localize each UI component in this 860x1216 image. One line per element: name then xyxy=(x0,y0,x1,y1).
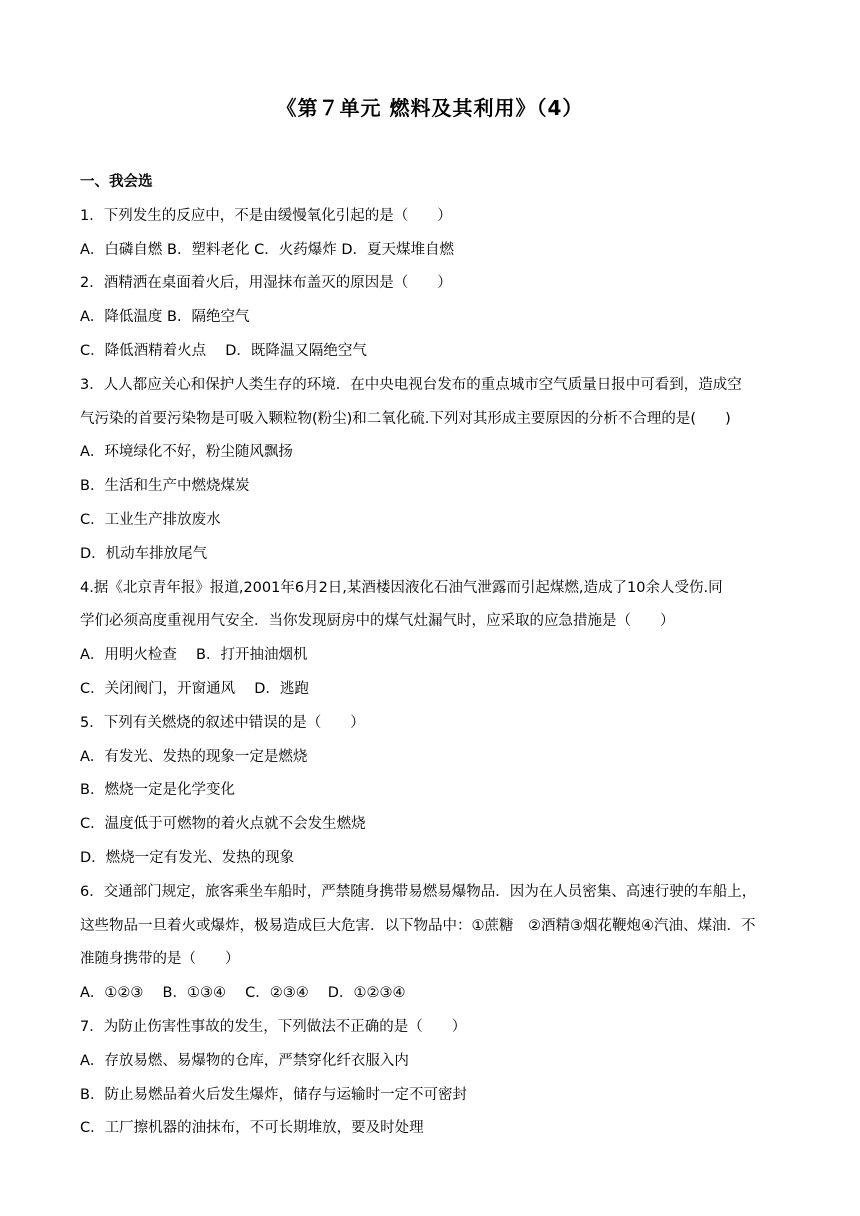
question-6-stem-line-1: 6．交通部门规定，旅客乘坐车船时，严禁随身携带易燃易爆物品．因为在人员密集、高速行驶的车船上， xyxy=(80,883,757,900)
question-7-option-c: C．工厂擦机器的油抹布，不可长期堆放，要及时处理 xyxy=(80,1120,424,1137)
question-4-options-line-2: C．关闭阀门，开窗通风 D．逃跑 xyxy=(80,680,309,697)
question-4-stem-line-2: 学们必须高度重视用气安全．当你发现厨房中的煤气灶漏气时，应采取的应急措施是（ ） xyxy=(80,613,675,630)
question-5-option-c: C．温度低于可燃物的着火点就不会发生燃烧 xyxy=(80,816,366,833)
question-3-option-a: A．环境绿化不好，粉尘随风飘扬 xyxy=(80,444,293,461)
question-3-option-c: C．工业生产排放废水 xyxy=(80,511,221,528)
question-5-stem: 5．下列有关燃烧的叙述中错误的是（ ） xyxy=(80,714,365,731)
question-2-stem: 2．酒精洒在桌面着火后，用湿抹布盖灭的原因是（ ） xyxy=(80,275,452,292)
question-1-stem: 1．下列发生的反应中，不是由缓慢氧化引起的是（ ） xyxy=(80,207,452,224)
question-5-option-a: A．有发光、发热的现象一定是燃烧 xyxy=(80,748,308,765)
question-3-stem-line-2: 气污染的首要污染物是可吸入颗粒物(粉尘)和二氧化硫.下列对其形成主要原因的分析不合理的是( ) xyxy=(80,410,731,427)
question-7-option-b: B．防止易燃品着火后发生爆炸，储存与运输时一定不可密封 xyxy=(80,1086,467,1103)
document-body xyxy=(80,166,780,1146)
question-6-stem-line-3: 准随身携带的是（ ） xyxy=(80,951,240,968)
question-2-options-line-1: A．降低温度 B．隔绝空气 xyxy=(80,309,250,326)
question-3-stem-line-1: 3．人人都应关心和保护人类生存的环境．在中央电视台发布的重点城市空气质量日报中可看到，造成空 xyxy=(80,376,742,393)
section-heading: 一、我会选 xyxy=(80,174,153,190)
question-6-options: A．①②③ B．①③④ C．②③④ D．①②③④ xyxy=(80,985,406,1002)
question-6-stem-line-2: 这些物品一旦着火或爆炸，极易造成巨大危害．以下物品中：①蔗糖 ②酒精③烟花鞭炮④汽油、煤油．不 xyxy=(80,917,756,934)
question-5-option-b: B．燃烧一定是化学变化 xyxy=(80,782,235,799)
question-4-stem-line-1: 4.据《北京青年报》报道,2001年6月2日,某酒楼因液化石油气泄露而引起煤燃,造成了10余人受伤.同 xyxy=(80,579,723,596)
question-3-option-b: B．生活和生产中燃烧煤炭 xyxy=(80,478,250,495)
document-title: 《第７单元 燃料及其利用》（4） xyxy=(276,96,584,120)
question-2-options-line-2: C．降低酒精着火点 D．既降温又隔绝空气 xyxy=(80,342,367,359)
question-7-stem: 7．为防止伤害性事故的发生，下列做法不正确的是（ ） xyxy=(80,1018,467,1035)
question-4-options-line-1: A．用明火检查 B．打开抽油烟机 xyxy=(80,647,308,664)
question-5-option-d: D．燃烧一定有发光、发热的现象 xyxy=(80,849,295,866)
question-1-options: A．白磷自燃 B．塑料老化 C．火药爆炸 D．夏天煤堆自燃 xyxy=(80,241,454,258)
question-3-option-d: D．机动车排放尾气 xyxy=(80,545,208,562)
question-7-option-a: A．存放易燃、易爆物的仓库，严禁穿化纤衣服入内 xyxy=(80,1052,409,1069)
